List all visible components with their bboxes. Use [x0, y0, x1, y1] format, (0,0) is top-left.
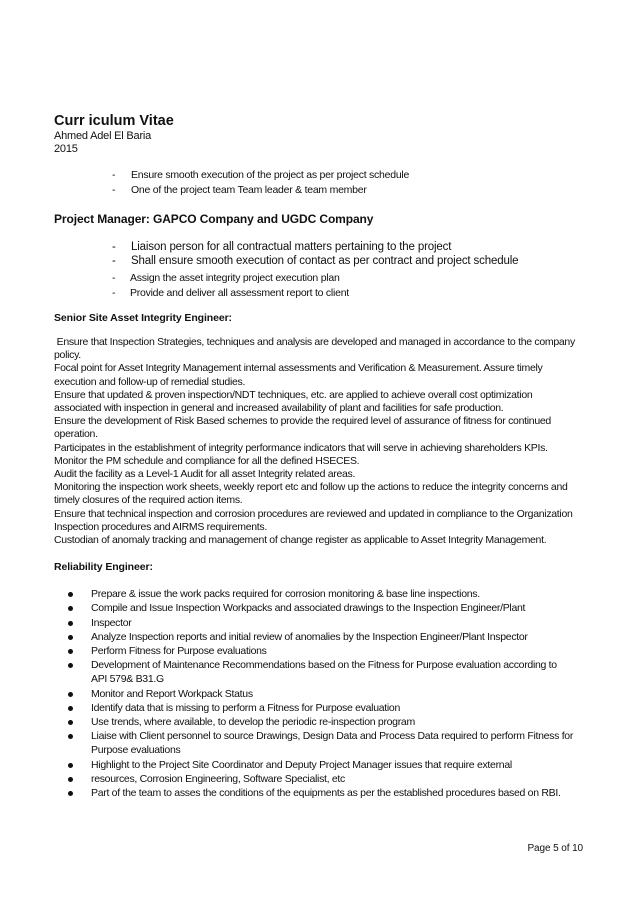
list-item: Highlight to the Project Site Coordinator and Deputy Project Manager issues that require external: [54, 758, 574, 772]
list-item: resources, Corrosion Engineering, Software Specialist, etc: [54, 772, 574, 786]
list-item: Monitor and Report Workpack Status: [54, 687, 574, 701]
dash-marker: -: [112, 184, 116, 196]
list-item: Identify data that is missing to perform a Fitness for Purpose evaluation: [54, 701, 574, 715]
duty-line: Ensure that updated & proven inspection/NDT techniques, etc. are applied to achieve overall cost optimization: [54, 388, 533, 401]
project-manager-duties-small: [54, 271, 574, 301]
list-item: Analyze Inspection reports and initial review of anomalies by the Inspection Engineer/Plant Inspector: [54, 630, 574, 644]
bullet-icon: [68, 692, 73, 697]
list-item: - Assign the asset integrity project execution plan: [112, 272, 340, 284]
bullet-icon: [68, 649, 73, 654]
dash-marker: -: [112, 241, 116, 253]
senior-site-duties: [54, 336, 574, 547]
cv-content: [54, 113, 574, 800]
dash-marker: -: [112, 287, 116, 299]
bullet-icon: [68, 621, 73, 626]
duty-line: Focal point for Asset Integrity Management internal assessments and Verification & Measurement. Assure timely: [54, 362, 543, 375]
bullet-icon: [68, 635, 73, 640]
list-item: Part of the team to asses the conditions of the equipments as per the established procedures based on RBI.: [54, 786, 574, 800]
duty-line: Monitoring the inspection work sheets, weekly report etc and follow up the actions to reduce the integrity concerns and: [54, 481, 568, 494]
list-item: - Liaison person for all contractual matters pertaining to the project: [112, 241, 452, 253]
list-item: Use trends, where available, to develop the periodic re-inspection program: [54, 715, 574, 729]
cv-year: 2015: [54, 143, 78, 155]
bullet-icon: [68, 791, 73, 796]
duty-line: Monitor the PM schedule and compliance for all the defined HSECES.: [54, 454, 360, 467]
bullet-icon: [68, 763, 73, 768]
dash-marker: -: [112, 169, 116, 181]
duty-line: Inspection procedures and AIRMS requirements.: [54, 520, 267, 533]
duty-line: Ensure that Inspection Strategies, techniques and analysis are developed and managed in accordance to the company: [54, 336, 575, 348]
list-item: - Ensure smooth execution of the project as per project schedule: [112, 169, 410, 181]
list-item: - One of the project team Team leader & team member: [112, 184, 367, 196]
duty-line: Participates in the establishment of integrity performance indicators that will serve in achieving shareholders KPIs.: [54, 441, 548, 454]
list-item: Inspector: [54, 616, 574, 630]
bullet-icon: [68, 592, 73, 597]
intro-list: [54, 168, 574, 198]
list-item: Liaise with Client personnel to source Drawings, Design Data and Process Data required to perform Fitness for Purpose evaluations: [54, 729, 574, 757]
duty-line: Audit the facility as a Level-1 Audit for all asset Integrity related areas.: [54, 468, 356, 481]
bullet-icon: [68, 706, 73, 711]
duty-line: operation.: [54, 428, 98, 441]
list-item: - Shall ensure smooth execution of contact as per contract and project schedule: [112, 255, 519, 267]
project-manager-duties-large: [54, 240, 574, 268]
list-item: Perform Fitness for Purpose evaluations: [54, 644, 574, 658]
bullet-icon: [68, 663, 73, 668]
bullet-icon: [68, 777, 73, 782]
duty-line: policy.: [54, 349, 81, 362]
dash-marker: -: [112, 255, 116, 267]
duty-line: associated with inspection in general and increased availability of plant and facilities for safe production.: [54, 402, 504, 415]
duty-line: Ensure that technical inspection and corrosion procedures are reviewed and updated in compliance to the Organization: [54, 507, 573, 520]
dash-marker: -: [112, 272, 116, 284]
bullet-icon: [68, 606, 73, 611]
duty-line: Ensure the development of Risk Based schemes to provide the required level of assurance of fitness for continued: [54, 415, 551, 428]
list-item: - Provide and deliver all assessment report to client: [112, 287, 349, 299]
page-number: Page 5 of 10: [527, 843, 583, 854]
list-item: Prepare & issue the work packs required for corrosion monitoring & base line inspections.: [54, 587, 574, 601]
reliability-heading: Reliability Engineer:: [54, 561, 153, 574]
senior-site-heading: Senior Site Asset Integrity Engineer:: [54, 312, 232, 324]
bullet-icon: [68, 720, 73, 725]
duty-line: Custodian of anomaly tracking and management of change register as applicable to Asset Integrity Management.: [54, 534, 547, 547]
bullet-icon: [68, 734, 73, 739]
cv-title: Curr iculum Vitae: [54, 113, 174, 129]
project-manager-heading: Project Manager: GAPCO Company and UGDC Company: [54, 212, 374, 226]
duty-line: timely closures of the required action items.: [54, 494, 243, 507]
list-item: Compile and Issue Inspection Workpacks and associated drawings to the Inspection Engineer/Plant: [54, 601, 574, 615]
duty-line: execution and follow-up of remedial studies.: [54, 375, 246, 388]
reliability-duties: [54, 587, 574, 800]
candidate-name: Ahmed Adel El Baria: [54, 130, 152, 142]
list-item: Development of Maintenance Recommendations based on the Fitness for Purpose evaluation according to API 579& B31.G: [54, 658, 574, 686]
